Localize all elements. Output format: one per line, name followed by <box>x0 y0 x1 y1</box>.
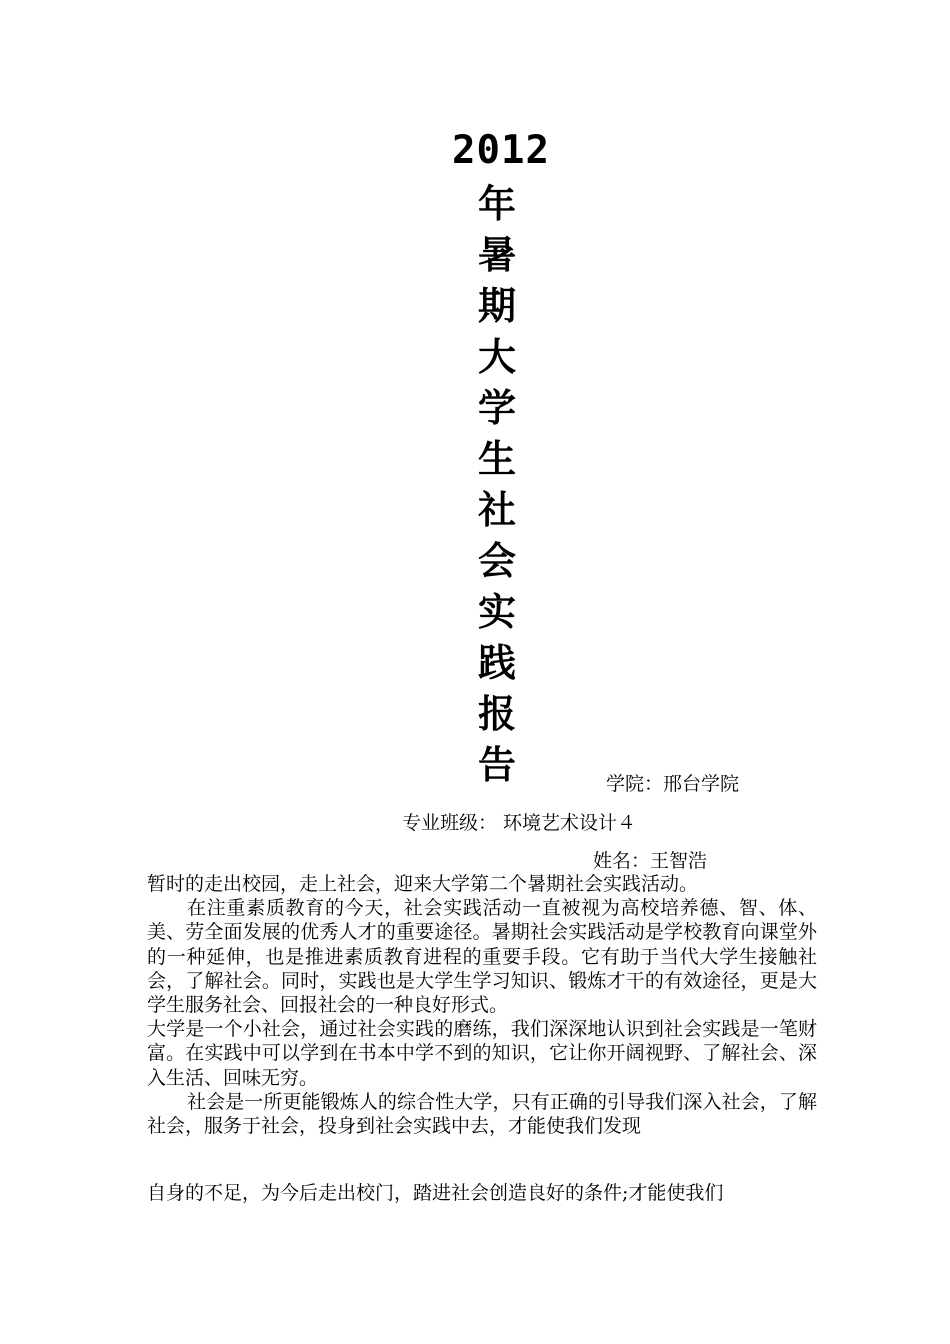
title-char: 社 <box>477 487 516 532</box>
title-char: 告 <box>477 742 516 787</box>
title-char: 期 <box>477 283 516 328</box>
title-year: 2012 <box>452 128 550 173</box>
title-char: 实 <box>477 589 516 634</box>
title-char: 年 <box>477 181 516 226</box>
title-char: 学 <box>477 385 516 430</box>
title-char: 践 <box>477 640 516 685</box>
body-paragraph-4: 社会是一所更能锻炼人的综合性大学，只有正确的引导我们深入社会，了解社会，服务于社会，投身到社会实践中去，才能使我们发现 <box>147 1090 817 1138</box>
body-paragraph-3: 大学是一个小社会，通过社会实践的磨练，我们深深地认识到社会实践是一笔财富。在实践中可以学到在书本中学不到的知识，它让你开阔视野、了解社会、深入生活、回味无穷。 <box>147 1018 817 1089</box>
title-char: 暑 <box>477 232 516 277</box>
college-line: 学院：邢台学院 <box>606 773 740 795</box>
body-paragraph-1: 暂时的走出校园，走上社会，迎来大学第二个暑期社会实践活动。 <box>147 873 699 895</box>
title-char: 会 <box>477 538 516 583</box>
title-char: 报 <box>477 691 516 736</box>
title-char: 大 <box>477 334 516 379</box>
vertical-title <box>472 178 522 790</box>
body-paragraph-5: 自身的不足，为今后走出校门，踏进社会创造良好的条件;才能使我们 <box>147 1182 724 1204</box>
major-class-line: 专业班级： 环境艺术设计４ <box>402 812 637 834</box>
student-name-line: 姓名：王智浩 <box>593 850 708 872</box>
title-char: 生 <box>477 436 516 481</box>
report-body-continued <box>147 1181 817 1205</box>
report-body <box>147 872 817 1138</box>
body-paragraph-2: 在注重素质教育的今天，社会实践活动一直被视为高校培养德、智、体、美、劳全面发展的优秀人才的重要途径。暑期社会实践活动是学校教育向课堂外的一种延伸，也是推进素质教育进程的重要手段。它有助于当代大学生接触社会，了解社会。同时，实践也是大学生学习知识、锻炼才干的有效途径，更是大学生服务社会、回报社会的一种良好形式。 <box>147 897 817 1017</box>
